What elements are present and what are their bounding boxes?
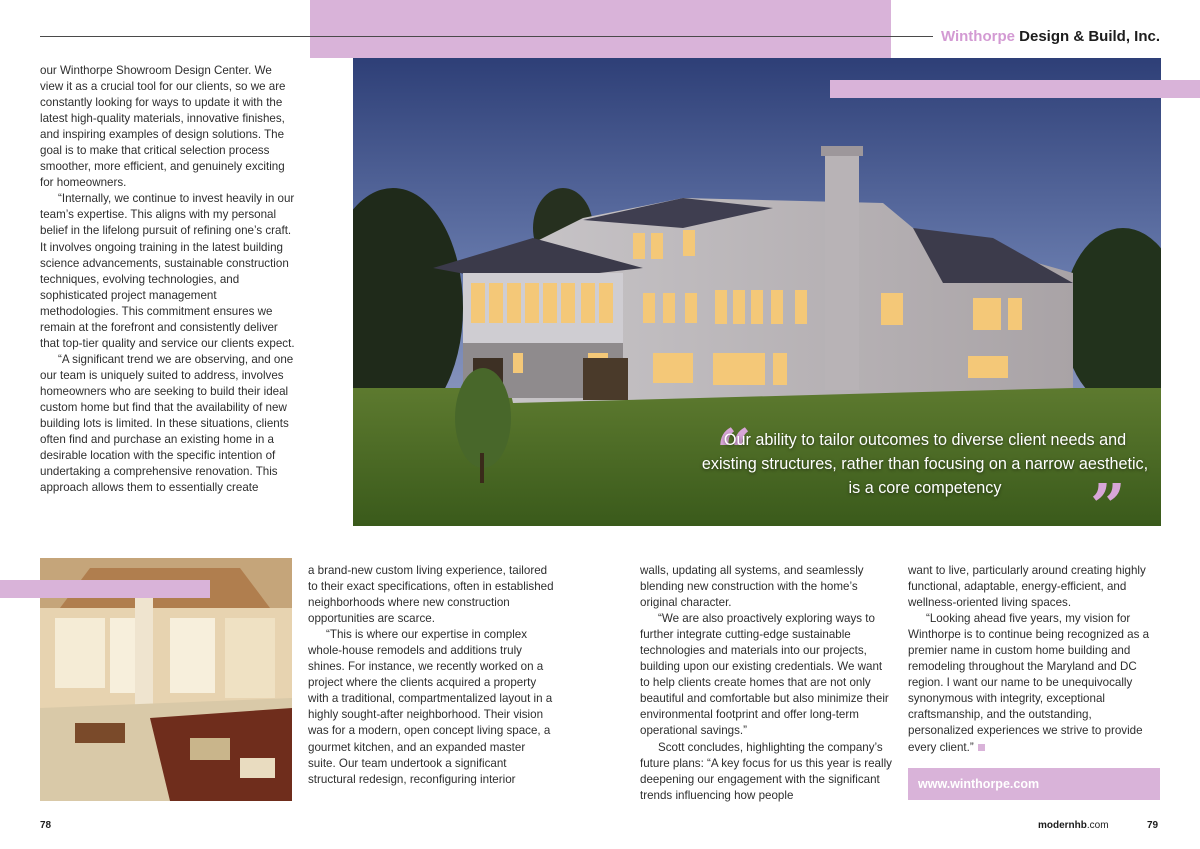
header-rule bbox=[40, 36, 940, 37]
footer-site-rest: .com bbox=[1086, 820, 1109, 831]
photo-accent-strip bbox=[0, 580, 210, 598]
brand-title bbox=[933, 28, 1160, 45]
paragraph-text: “Looking ahead five years, my vision for Winthorpe is to continue being recognized as a premier name in custom home building and remodeling throughout the Maryland and DC region. I want our name to be unequivocally synonymous with integrity, exceptional craftsmanship, and the outstanding, personalized experiences we strive to provide every client.” bbox=[908, 612, 1150, 754]
text-column-3 bbox=[640, 563, 894, 804]
paragraph: walls, updating all systems, and seamlessly blending new construction with the home’s original character. bbox=[640, 564, 864, 610]
website-link[interactable]: www.winthorpe.com bbox=[908, 768, 1160, 800]
brand-accent: Winthorpe bbox=[940, 28, 1015, 45]
paragraph: “Internally, we continue to invest heavily in our team’s expertise. This aligns with my personal belief in the lifelong pursuit of refining one’s craft. It involves ongoing training in the latest building science advancements, sustainable construction techniques, evolving technologies, and sophisticated project management methodologies. This commitment ensures we remain at the forefront and consistently deliver that top-tier quality and service our clients expect. bbox=[40, 192, 295, 350]
footer-site-bold: modernhb bbox=[1038, 820, 1087, 831]
paragraph: “A significant trend we are observing, and one our team is uniquely suited to address, involves homeowners who are seeking to build their ideal custom home but find that the availability of new building lots is limited. In these situations, clients often find and purchase an existing home in a desirable location with the specific intention of undertaking a comprehensive renovation. This approach allows them to essentially create bbox=[40, 352, 294, 495]
page-number-left: 78 bbox=[40, 820, 52, 831]
text-column-4 bbox=[908, 563, 1160, 756]
footer-site bbox=[1038, 820, 1109, 831]
text-column-2 bbox=[308, 563, 554, 788]
end-mark-icon bbox=[978, 744, 985, 751]
paragraph: “We are also proactively exploring ways to further integrate cutting-edge sustainable technologies and materials into our projects, building upon our existing credentials. We want to help clients create homes that are not only beautiful and comfortable but also minimize their environmental footprint and offer long-term operational savings.” bbox=[640, 612, 889, 738]
paragraph: “This is where our expertise in complex whole-house remodels and additions truly shines. For instance, we recently worked on a project where the clients acquired a property with a traditional, compartmentalized layout in a highly sought-after neighborhood. Their vision was for a modern, open concept living space, a gourmet kitchen, and an expanded master suite. Our team undertook a significant structural redesign, reconfiguring interior bbox=[308, 628, 553, 786]
open-quote-icon: “ bbox=[716, 415, 752, 488]
brand-rest: Design & Build, Inc. bbox=[1014, 28, 1160, 45]
paragraph: our Winthorpe Showroom Design Center. We view it as a crucial tool for our clients, so we are constantly looking for ways to update it with the latest high-quality materials, innovative finishes, and inspiring examples of design solutions. The goal is to make that critical selection process smoother, more efficient, and genuinely exciting for homeowners. bbox=[40, 64, 286, 190]
paragraph: Scott concludes, highlighting the company’s future plans: “A key focus for us this year is really deepening our engagement with the significant trends influencing how people bbox=[640, 740, 892, 802]
paragraph bbox=[908, 611, 1160, 755]
pull-quote: Our ability to tailor outcomes to diverse client needs and existing structures, rather than focusing on a narrow aesthetic, is a core competency bbox=[701, 431, 1149, 497]
paragraph: want to live, particularly around creating highly functional, adaptable, energy-efficient, and wellness-oriented living spaces. bbox=[908, 564, 1146, 610]
header-accent-block bbox=[310, 0, 891, 58]
page-number-right: 79 bbox=[1147, 820, 1159, 831]
text-column-left bbox=[40, 63, 298, 496]
close-quote-icon: ” bbox=[1090, 470, 1126, 543]
photo-accent-strip bbox=[830, 80, 1200, 98]
paragraph: a brand-new custom living experience, tailored to their exact specifications, often in established neighborhoods where new construction opportunities are scarce. bbox=[308, 564, 554, 626]
